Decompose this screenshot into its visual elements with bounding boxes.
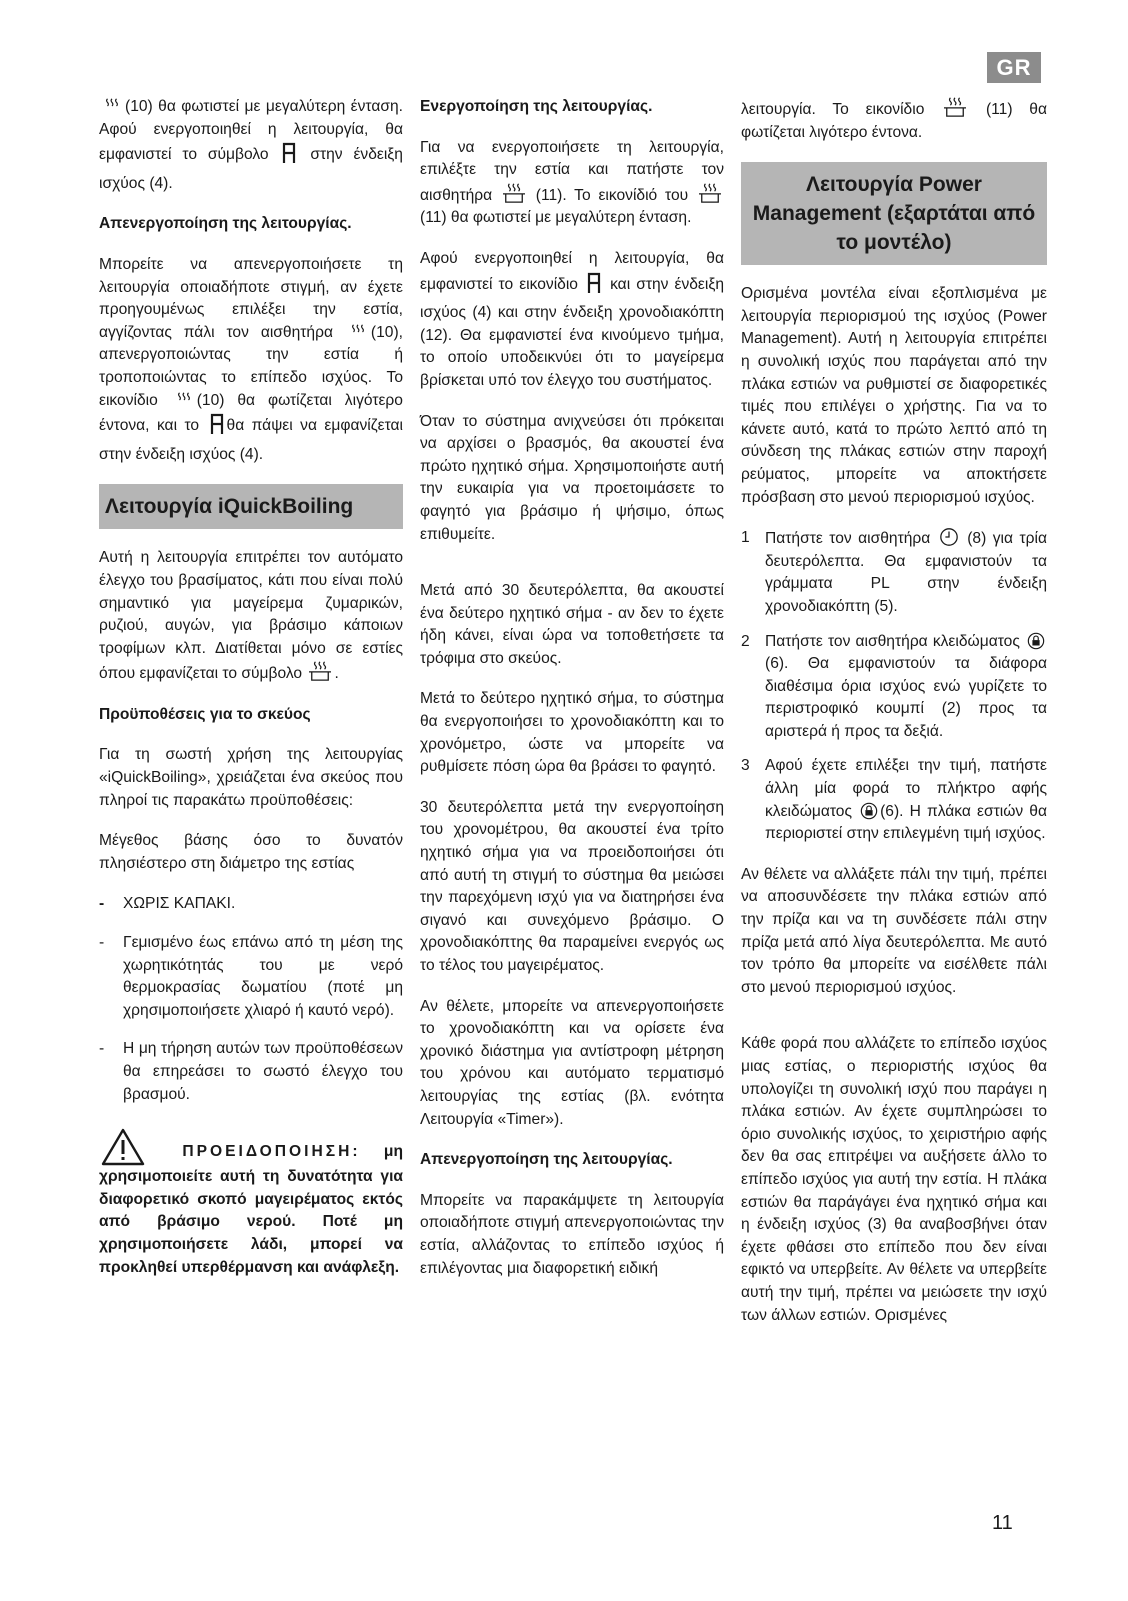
page-number: 11	[992, 1512, 1013, 1534]
paragraph: Μπορείτε να απενεργοποιήσετε τη λειτουργία οποιαδήποτε στιγμή, αν έχετε προηγουμένως επιλέξει την εστία, αγγίζοντας πάλι τον αισθητήρα (10), απενεργοποιώντας την εστία ή τροποποιώντας το επίπεδο ισχύος. Το εικονίδιο (10) θα φωτίζεται λιγότερο έντονα, και το θα πάψει να εμφανίζεται στην ένδειξη ισχύος (4).	[99, 255, 403, 463]
list-item: 2 Πατήστε τον αισθητήρα κλειδώματος (6). Θα εμφανιστούν τα διάφορα διαθέσιμα όρια ισχύος ενώ γυρίζετε το περιστροφικό κουμπί (2) προς τα αριστερά ή προς τα δεξιά.	[741, 632, 1047, 740]
section-heading: Απενεργοποίηση της λειτουργίας.	[99, 215, 352, 233]
list-dash: -	[99, 895, 105, 913]
warning-block	[99, 1128, 403, 1279]
steam-icon	[347, 323, 369, 341]
pot-icon	[698, 182, 722, 204]
paragraph: λειτουργία. Το εικονίδιο (11) θα φωτίζεται λιγότερο έντονα.	[741, 96, 1047, 144]
paragraph: Αφού ενεργοποιηθεί η λειτουργία, θα εμφανιστεί το εικονίδιο και στην ένδειξη ισχύος (4) και στην ένδειξη χρονοδιακόπτη (12). Θα εμφανιστεί ένα κινούμενο τμήμα, το οποίο υποδεικνύει ότι το μαγείρεμα βρίσκεται υπό τον έλεγχο του συστήματος.	[420, 249, 724, 389]
section-title-power-management: Λειτουργία Power Management (εξαρτάται από το μοντέλο)	[741, 162, 1047, 265]
steam-icon	[173, 391, 195, 409]
paragraph: Κάθε φορά που αλλάζετε το επίπεδο ισχύος μιας εστίας, ο περιοριστής ισχύος θα υπολογίζει τη συνολική ισχύ που παράγει η πλάκα εστιών. Αν έχετε συμπληρώσει το όριο συνολικής ισχύος, το χειριστήριο αφής δεν θα σας επιτρέψει να αυξήσετε άλλο το επίπεδο ισχύος για αυτή την εστία. Η πλάκα εστιών θα παράγάγει ένα ηχητικό σήμα και η ένδειξη ισχύος (3) θα αναβοσβήνει όταν έχετε φθάσει στο επίπεδο που δεν είναι εφικτό να υπερβείτε. Αν θέλετε να υπερβείτε αυτή την τιμή, πρέπει να μειώσετε την ισχύ των άλλων εστιών. Ορισμένες	[741, 1035, 1047, 1324]
column-1	[99, 96, 403, 1279]
list-item: 1 Πατήστε τον αισθητήρα (8) για τρία δευτερόλεπτα. Θα εμφανιστούν τα γράμματα PL στην ένδειξη χρονοδιακόπτη (5).	[741, 529, 1047, 615]
paragraph: 30 δευτερόλεπτα μετά την ενεργοποίηση του χρονομέτρου, θα ακουστεί ένα τρίτο ηχητικό σήμα για να προειδοποιήσει ότι από αυτή τη στιγμή το σύστημα θα μειώσει την παρεχόμενη ισχύ για να διατηρήσει ένα σιγανό και συνεχόμενο βράσιμο. Ο χρονοδιακόπτης θα παραμείνει ενεργός ως το τέλος του μαγειρέματος.	[420, 798, 724, 974]
paragraph: Μπορείτε να παρακάμψετε τη λειτουργία οποιαδήποτε στιγμή απενεργοποιώντας την εστία, αλλάζοντας το επίπεδο ισχύος ή επιλέγοντας μια διαφορετική ειδική	[420, 1191, 724, 1277]
boil-display-icon	[210, 412, 224, 444]
paragraph: Αν θέλετε να αλλάξετε πάλι την τιμή, πρέπει να αποσυνδέσετε την πλάκα εστιών από την πρίζα και να τη συνδέσετε πάλι στην πρίζα μετά από λίγα δευτερόλεπτα. Με αυτό τον τρόπο θα μπορείτε να εισέλθετε πάλι στο μενού περιορισμού ισχύος.	[741, 865, 1047, 996]
paragraph: Μέγεθος βάσης όσο το δυνατόν πλησιέστερο στη διάμετρο της εστίας	[99, 832, 403, 872]
clock-icon	[939, 527, 959, 547]
lock-icon	[1027, 632, 1045, 650]
paragraph: Αυτή η λειτουργία επιτρέπει τον αυτόματο έλεγχο του βρασίματος, κάτι που είναι πολύ σημαντικό για μαγείρεμα ζυμαρικών, ρυζιού, αυγών, για βράσιμο κάποιων τροφίμων κλπ. Διατίθεται μόνο σε εστίες όπου εμφανίζεται το σύμβολο .	[99, 549, 403, 683]
column-2	[420, 96, 724, 1298]
language-badge: GR	[987, 52, 1041, 83]
paragraph: Για να ενεργοποιήσετε τη λειτουργία, επιλέξτε την εστία και πατήστε τον αισθητήρα (11). Το εικονίδιό του (11) θα φωτιστεί με μεγαλύτερη ένταση.	[420, 138, 724, 227]
warning-title: ΠΡΟΕΙΔΟΠΟΙΗΣΗ:	[182, 1143, 361, 1161]
warning-text: μη χρησιμοποιείτε αυτή τη δυνατότητα για διαφορετικό σκοπό μαγειρέματος εκτός από βράσιμο νερού. Ποτέ μη χρησιμοποιήσετε λάδι, μπορεί να προκληθεί υπερθέρμανση και ανάφλεξη.	[99, 1143, 403, 1276]
list-item: - Γεμισμένο έως επάνω από τη μέση της χωρητικότητάς του με νερό θερμοκρασίας δωματίου (ποτέ μη χρησιμοποιήσετε χλιαρό ή καυτό νερό).	[99, 932, 403, 1022]
paragraph: Μετά το δεύτερο ηχητικό σήμα, το σύστημα θα ενεργοποιήσει το χρονοδιακόπτη και το χρονόμετρο, ώστε να μπορείτε να ρυθμίσετε πόση ώρα θα βράσει το φαγητό.	[420, 690, 724, 776]
steam-icon	[101, 97, 123, 115]
pot-icon	[943, 96, 967, 118]
section-title-iquickboiling: Λειτουργία iQuickBoiling	[99, 484, 403, 529]
pot-icon	[502, 182, 526, 204]
paragraph: (10) θα φωτιστεί με μεγαλύτερη ένταση. Αφού ενεργοποιηθεί η λειτουργία, θα εμφανιστεί το σύμβολο στην ένδειξη ισχύος (4).	[99, 98, 403, 192]
section-heading: Απενεργοποίηση της λειτουργίας.	[420, 1151, 673, 1169]
list-item: - Η μη τήρηση αυτών των προϋποθέσεων θα επηρεάσει το σωστό έλεγχο του βρασμού.	[99, 1038, 403, 1106]
paragraph: Όταν το σύστημα ανιχνεύσει ότι πρόκειται να αρχίσει ο βρασμός, θα ακουστεί ένα πρώτο ηχητικό σήμα. Χρησιμοποιήστε αυτή την ευκαιρία για να προετοιμάσετε το φαγητό για βράσιμο ή ψήσιμο, όπως επιθυμείτε.	[420, 412, 724, 543]
paragraph: Για τη σωστή χρήση της λειτουργίας «iQuickBoiling», χρειάζεται ένα σκεύος που πληροί τις παρακάτω προϋποθέσεις:	[99, 746, 403, 809]
section-heading: Ενεργοποίηση της λειτουργίας.	[420, 98, 653, 115]
paragraph: Αν θέλετε, μπορείτε να απενεργοποιήσετε το χρονοδιακόπτη και να ορίσετε ένα χρονικό διάστημα για αντίστροφη μέτρηση του χρόνου και αυτόματο τερματισμό λειτουργίας της εστίας (βλ. ενότητα Λειτουργία «Timer»).	[420, 997, 724, 1128]
list-dash: -	[99, 1040, 105, 1058]
list-item: 3 Αφού έχετε επιλέξει την τιμή, πατήστε άλλη μία φορά το πλήκτρο αφής κλειδώματος (6). Η πλάκα εστιών θα περιοριστεί στην επιλεγμένη τιμή ισχύος.	[741, 757, 1047, 843]
section-heading: Προϋποθέσεις για το σκεύος	[99, 705, 311, 723]
paragraph: Ορισμένα μοντέλα είναι εξοπλισμένα με λειτουργία περιορισμού της ισχύος (Power Management). Αυτή η λειτουργία επιτρέπει η συνολική ισχύς που παράγεται από την πλάκα εστιών να ρυθμιστεί σε διαφορετικές τιμές που επιλέγει ο χρήστης. Για να το κάνετε αυτό, κατά το πρώτο λεπτό από τη σύνδεση της πλάκας εστιών στην παροχή ρεύματος, μπορείτε να αποκτήσετε πρόσβαση στο μενού περιορισμού ισχύος.	[741, 285, 1047, 506]
pot-icon	[308, 660, 332, 682]
boil-display-icon	[587, 271, 601, 303]
paragraph: Μετά από 30 δευτερόλεπτα, θα ακουστεί ένα δεύτερο ηχητικό σήμα - αν δεν το έχετε ήδη κάνει, είναι ώρα να τοποθετήσετε τα τρόφιμα στο σκεύος.	[420, 582, 724, 667]
lock-icon	[860, 802, 878, 820]
list-dash: -	[99, 934, 105, 952]
column-3	[741, 96, 1047, 1345]
boil-display-icon	[282, 141, 296, 173]
list-item: - ΧΩΡΙΣ ΚΑΠΑΚΙ.	[99, 893, 403, 916]
warning-icon	[101, 1128, 145, 1166]
